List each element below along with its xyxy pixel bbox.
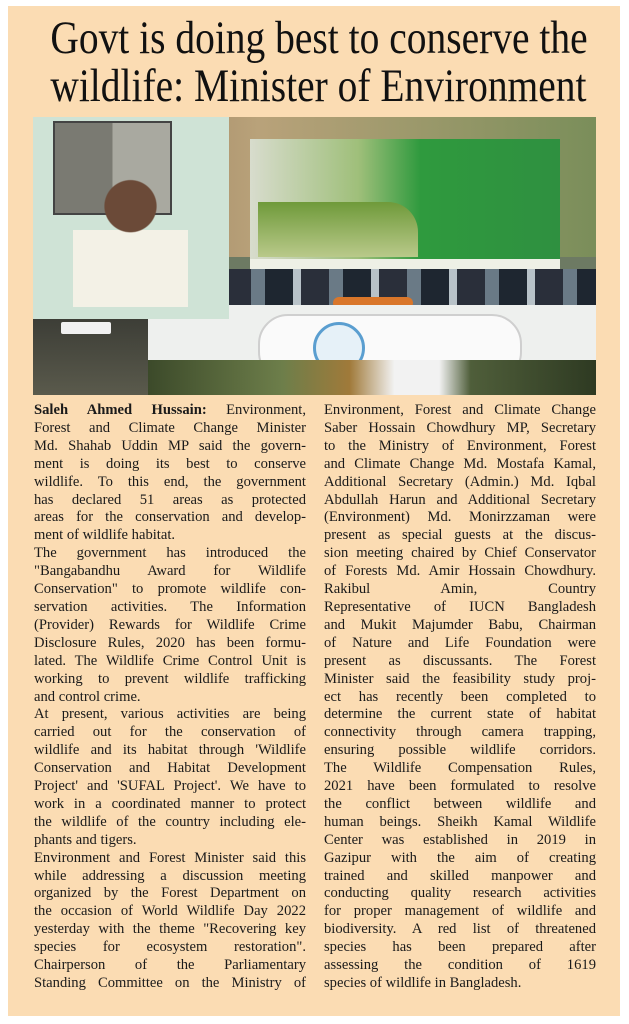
article-column-right — [324, 402, 596, 993]
article-line: Additional Secretary (Admin.) Md. Iqbal — [324, 473, 596, 490]
article-line: Conservation and Habitat Development — [34, 760, 306, 777]
article-line: ensuring possible wildlife corridors. — [324, 742, 596, 759]
article-line: At present, various activities are being — [34, 706, 306, 723]
article-line: of Forests Md. Amir Hossain Chowdhury. — [324, 563, 596, 580]
article-line: Abdullah Harun and Additional Secretary — [324, 491, 596, 508]
article-line: 2021 have been formulated to resolve — [324, 778, 596, 795]
article-line: the occasion of World Wildlife Day 2022 — [34, 903, 306, 920]
article-line: lated. The Wildlife Crime Control Unit is — [34, 652, 306, 669]
byline: Saleh Ahmed Hussain: — [34, 402, 207, 418]
headline-line-1: Govt is doing best to conserve the — [50, 12, 588, 64]
headline-line-2: wildlife: Minister of Environment — [50, 60, 587, 112]
article-line: and Climate Change Md. Mostafa Kamal, — [324, 455, 596, 472]
article-line: conducting quality research activities — [324, 885, 596, 902]
article-line: Forest and Climate Change Minister — [34, 419, 306, 436]
article-line: Conservation" to promote wildlife con- — [34, 581, 306, 598]
article-line: human beings. Sheikh Kamal Wildlife — [324, 813, 596, 830]
article-line: of Nature and Life Foundation were — [324, 634, 596, 651]
article-column-left — [34, 402, 306, 993]
article-line: and Mukit Majumder Babu, Chairman — [324, 616, 596, 633]
article-line: "Bangabandhu Award for Wildlife — [34, 563, 306, 580]
article-line: yesterday with the theme "Recovering key — [34, 921, 306, 938]
article-line: present as discussants. The Forest — [324, 652, 596, 669]
article-line: has declared 51 areas as protected — [34, 491, 306, 508]
event-photo — [33, 117, 596, 395]
article-line: sion meeting chaired by Chief Conservator — [324, 545, 596, 562]
article-line: working to prevent wildlife trafficking — [34, 670, 306, 687]
article-line: organized by the Forest Department on — [34, 885, 306, 902]
article-line: Disclosure Rules, 2020 has been formu- — [34, 634, 306, 651]
article-line: connectivity through camera trapping, — [324, 724, 596, 741]
article-line: The government has introduced the — [34, 545, 306, 562]
article-line: the wildlife of the country including ele- — [34, 813, 306, 830]
article-line: species for ecosystem restoration". — [34, 939, 306, 956]
article-line: work in a coordinated manner to protect — [34, 795, 306, 812]
photo-speaker — [73, 167, 188, 307]
article-line: Environment and Forest Minister said this — [34, 849, 306, 866]
article-line — [34, 402, 306, 420]
article-line: Gazipur with the aim of creating — [324, 849, 596, 866]
article-text: Environment, — [226, 402, 306, 418]
article-line: Representative of IUCN Bangladesh — [324, 598, 596, 615]
article-line: Project' and 'SUFAL Project'. We have to — [34, 778, 306, 795]
article-line: and control crime. — [34, 688, 141, 705]
article-line: Standing Committee on the Ministry of — [34, 975, 306, 991]
article-line: trained and skilled manpower and — [324, 867, 596, 884]
article-line: for proper management of wildlife and — [324, 903, 596, 920]
article-line: Md. Shahab Uddin MP said the govern- — [34, 437, 306, 454]
article-line: Environment, Forest and Climate Change — [324, 402, 596, 418]
article-line: (Provider) Rewards for Wildlife Crime — [34, 616, 306, 633]
article-line: while addressing a discussion meeting — [34, 867, 306, 884]
article-line: carried out for the conservation of — [34, 724, 306, 741]
headline — [0, 14, 629, 110]
photo-banner-forest — [258, 202, 418, 257]
article-line: (Environment) Md. Monirzzaman were — [324, 509, 596, 526]
article-line: wildlife and its habitat through 'Wildlife — [34, 742, 306, 759]
article-line: ment of wildlife habitat. — [34, 527, 176, 544]
article-line: phants and tigers. — [34, 831, 137, 848]
article-line: present as special guests at the discus- — [324, 527, 596, 544]
article-line: Center was established in 2019 in — [324, 831, 596, 848]
article-line: Minister said the feasibility study proj- — [324, 670, 596, 687]
article-line: species of wildlife in Bangladesh. — [324, 975, 522, 991]
photo-wildlife-strip — [148, 360, 596, 395]
article-line: assessing the condition of 1619 — [324, 957, 596, 974]
article-line: The Wildlife Compensation Rules, — [324, 760, 596, 777]
article-line: biodiversity. A red list of threatened — [324, 921, 596, 938]
article-line: ment is doing its best to conserve — [34, 455, 306, 472]
photo-projector — [61, 322, 111, 334]
article-line: wildlife. To this end, the government — [34, 473, 306, 490]
article-line: to the Ministry of Environment, Forest — [324, 437, 596, 454]
article-line: servation activities. The Information — [34, 598, 306, 615]
article-line: determine the current state of habitat — [324, 706, 596, 723]
article-line: areas for the conservation and develop- — [34, 509, 306, 526]
article-line: Rakibul Amin, Country — [324, 581, 596, 598]
article-line: Chairperson of the Parliamentary — [34, 957, 306, 974]
article-line: species has been prepared after — [324, 939, 596, 956]
article-line: Saber Hossain Chowdhury MP, Secretary — [324, 419, 596, 436]
article-line: ect has recently been completed to — [324, 688, 596, 705]
article-line: the conflict between wildlife and — [324, 795, 596, 812]
